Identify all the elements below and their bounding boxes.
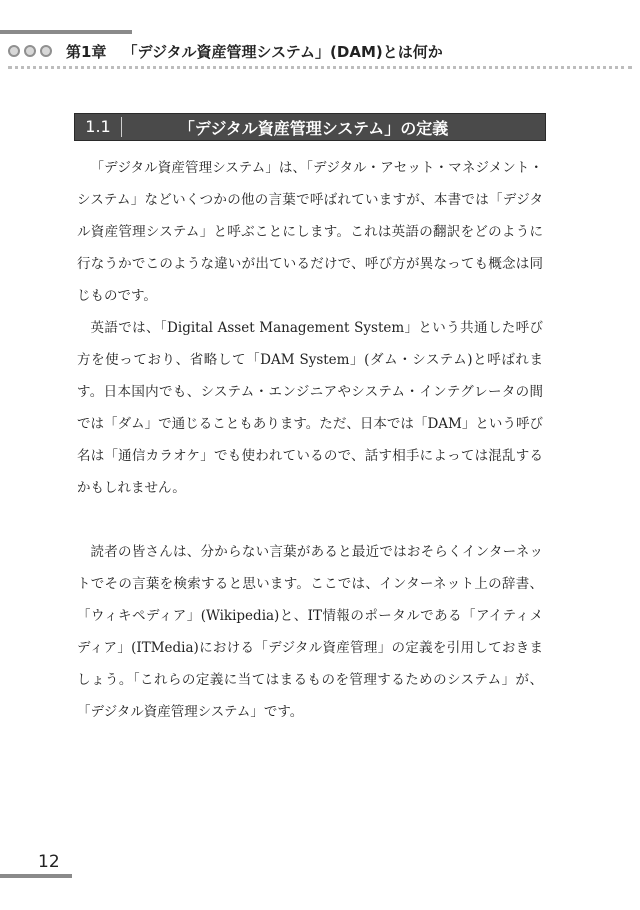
section-heading: [74, 113, 546, 141]
chapter-header: [8, 40, 632, 62]
chapter-dots-icon: [8, 45, 56, 57]
dot-icon: [40, 45, 52, 57]
chapter-label: 第1章: [66, 42, 107, 61]
paragraph: 英語では、「Digital Asset Management System」という共通した呼び方を使っており、省略して「DAM System」(ダム・システム)と呼ばれます。日本国内でも、システム・エンジニアやシステム・インテグレータの間では「ダム」で通じることもあります。ただ、日本では「DAM」という呼び名は「通信カラオケ」でも使われているので、話す相手によっては混乱するかもしれません。: [77, 320, 543, 496]
dot-icon: [24, 45, 36, 57]
bottom-rule: [0, 874, 72, 878]
section-title: 「デジタル資産管理システム」の定義: [178, 118, 449, 138]
page-number: 12: [38, 852, 60, 872]
paragraph: 読者の皆さんは、分からない言葉があると最近ではおそらくインターネットでその言葉を検索すると思います。ここでは、インターネット上の辞書、「ウィキペディア」(Wikipedia)と、IT情報のポータルである「アイティメディア」(ITMedia)における「デジタル資産管理」の定義を引用しておきましょう。「これらの定義に当てはまるものを管理するためのシステム」が、「デジタル資産管理システム」です。: [77, 544, 543, 720]
header-dotted-rule: [8, 66, 632, 69]
top-rule: [0, 30, 132, 34]
dot-icon: [8, 45, 20, 57]
chapter-title: 「デジタル資産管理システム」(DAM)とは何か: [122, 42, 443, 61]
body-text: [77, 152, 543, 728]
section-number: 1.1: [75, 117, 122, 137]
paragraph: 「デジタル資産管理システム」は、「デジタル・アセット・マネジメント・システム」などいくつかの他の言葉で呼ばれていますが、本書では「デジタル資産管理システム」と呼ぶことにします。これは英語の翻訳をどのように行なうかでこのような違いが出ているだけで、呼び方が異なっても概念は同じものです。: [77, 160, 543, 304]
